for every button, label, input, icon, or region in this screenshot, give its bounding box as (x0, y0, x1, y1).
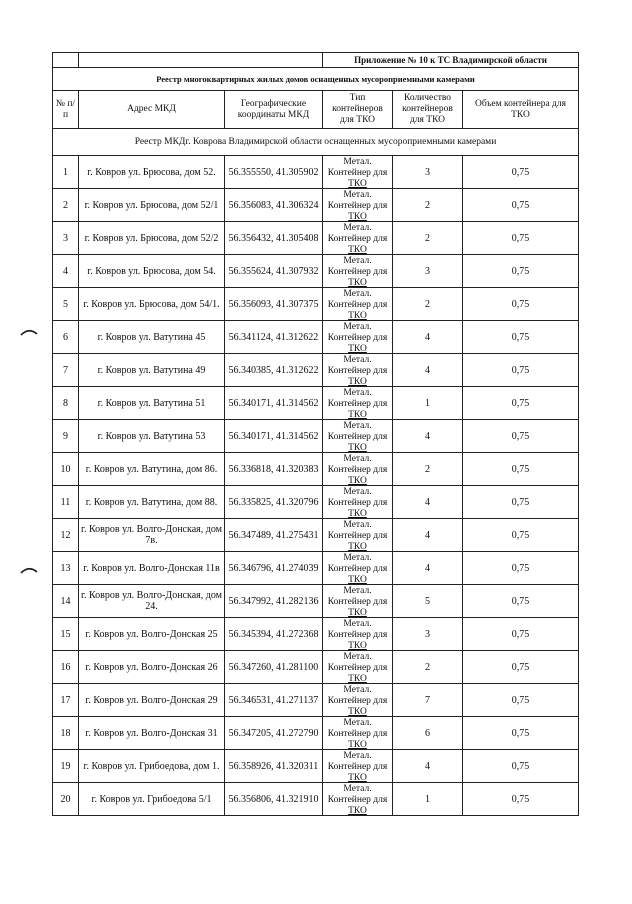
table-row (53, 585, 579, 618)
container-type-line1: Метал. (343, 256, 372, 266)
row-count: 4 (393, 750, 463, 783)
container-type-line3: ТКО (348, 377, 367, 386)
appendix-row (53, 53, 579, 68)
row-address: г. Ковров ул. Грибоедова 5/1 (79, 783, 225, 816)
row-address: г. Ковров ул. Волго-Донская 29 (79, 684, 225, 717)
registry-title: Реестр многоквартирных жилых домов оснащенных мусороприемными камерами (53, 68, 579, 91)
table-row (53, 354, 579, 387)
row-container-type (323, 387, 393, 420)
table-row (53, 189, 579, 222)
row-coords: 56.336818, 41.320383 (225, 453, 323, 486)
container-type-line3: ТКО (348, 245, 367, 254)
container-type-line3: ТКО (348, 509, 367, 518)
row-number: 6 (53, 321, 79, 354)
row-number: 18 (53, 717, 79, 750)
row-number: 12 (53, 519, 79, 552)
row-count: 4 (393, 321, 463, 354)
container-type-line3: ТКО (348, 641, 367, 650)
row-count: 4 (393, 552, 463, 585)
container-type-line2: Контейнер для (327, 795, 388, 805)
row-container-type (323, 519, 393, 552)
row-volume: 0,75 (463, 387, 579, 420)
row-container-type (323, 156, 393, 189)
row-coords: 56.358926, 41.320311 (225, 750, 323, 783)
row-count: 4 (393, 420, 463, 453)
row-count: 4 (393, 519, 463, 552)
container-type-line2: Контейнер для (327, 465, 388, 475)
row-number: 20 (53, 783, 79, 816)
registry-table (52, 52, 579, 816)
row-address: г. Ковров ул. Ватутина, дом 86. (79, 453, 225, 486)
row-coords: 56.340171, 41.314562 (225, 387, 323, 420)
row-volume: 0,75 (463, 255, 579, 288)
row-address: г. Ковров ул. Брюсова, дом 52/2 (79, 222, 225, 255)
row-address: г. Ковров ул. Волго-Донская 26 (79, 651, 225, 684)
row-coords: 56.341124, 41.312622 (225, 321, 323, 354)
row-container-type (323, 717, 393, 750)
header-count: Количество контейнеров для ТКО (393, 91, 463, 129)
container-type-line2: Контейнер для (327, 168, 388, 178)
row-container-type (323, 618, 393, 651)
container-type-line3: ТКО (348, 443, 367, 452)
container-type-line2: Контейнер для (327, 729, 388, 739)
table-row (53, 156, 579, 189)
row-number: 3 (53, 222, 79, 255)
row-volume: 0,75 (463, 651, 579, 684)
table-row (53, 750, 579, 783)
row-volume: 0,75 (463, 420, 579, 453)
row-volume: 0,75 (463, 585, 579, 618)
row-address: г. Ковров ул. Ватутина 49 (79, 354, 225, 387)
container-type-line2: Контейнер для (327, 630, 388, 640)
row-coords: 56.340385, 41.312622 (225, 354, 323, 387)
table-row (53, 420, 579, 453)
row-number: 4 (53, 255, 79, 288)
appendix-label: Приложение № 10 к ТС Владимирской области (323, 53, 579, 68)
row-number: 5 (53, 288, 79, 321)
row-coords: 56.346531, 41.271137 (225, 684, 323, 717)
header-row (53, 91, 579, 129)
header-address: Адрес МКД (79, 91, 225, 129)
row-volume: 0,75 (463, 453, 579, 486)
row-count: 1 (393, 387, 463, 420)
header-type: Тип контейнеров для ТКО (323, 91, 393, 129)
container-type-line1: Метал. (343, 454, 372, 464)
row-count: 2 (393, 189, 463, 222)
row-address: г. Ковров ул. Ватутина 51 (79, 387, 225, 420)
header-volume: Объем контейнера для ТКО (463, 91, 579, 129)
row-coords: 56.347260, 41.281100 (225, 651, 323, 684)
row-address: г. Ковров ул. Брюсова, дом 54/1. (79, 288, 225, 321)
row-count: 2 (393, 453, 463, 486)
row-volume: 0,75 (463, 717, 579, 750)
row-volume: 0,75 (463, 519, 579, 552)
row-container-type (323, 585, 393, 618)
table-row (53, 255, 579, 288)
container-type-line2: Контейнер для (327, 498, 388, 508)
table-row (53, 684, 579, 717)
row-number: 16 (53, 651, 79, 684)
row-address: г. Ковров ул. Ватутина, дом 88. (79, 486, 225, 519)
table-row (53, 387, 579, 420)
row-container-type (323, 222, 393, 255)
row-container-type (323, 255, 393, 288)
row-count: 7 (393, 684, 463, 717)
row-count: 6 (393, 717, 463, 750)
container-type-line2: Контейнер для (327, 531, 388, 541)
row-coords: 56.347489, 41.275431 (225, 519, 323, 552)
row-container-type (323, 453, 393, 486)
row-number: 19 (53, 750, 79, 783)
row-count: 3 (393, 618, 463, 651)
blank-cell (53, 53, 79, 68)
container-type-line1: Метал. (343, 421, 372, 431)
row-volume: 0,75 (463, 354, 579, 387)
container-type-line1: Метал. (343, 718, 372, 728)
container-type-line2: Контейнер для (327, 366, 388, 376)
header-num: № п/п (53, 91, 79, 129)
row-container-type (323, 750, 393, 783)
title-row (53, 68, 579, 91)
row-count: 2 (393, 288, 463, 321)
row-address: г. Ковров ул. Волго-Донская, дом 24. (79, 585, 225, 618)
row-volume: 0,75 (463, 684, 579, 717)
row-coords: 56.356083, 41.306324 (225, 189, 323, 222)
row-count: 4 (393, 486, 463, 519)
row-volume: 0,75 (463, 486, 579, 519)
row-address: г. Ковров ул. Волго-Донская, дом 7в. (79, 519, 225, 552)
table-row (53, 618, 579, 651)
row-number: 14 (53, 585, 79, 618)
container-type-line3: ТКО (348, 740, 367, 749)
row-count: 4 (393, 354, 463, 387)
row-volume: 0,75 (463, 189, 579, 222)
container-type-line2: Контейнер для (327, 300, 388, 310)
row-container-type (323, 486, 393, 519)
row-coords: 56.345394, 41.272368 (225, 618, 323, 651)
container-type-line1: Метал. (343, 388, 372, 398)
container-type-line2: Контейнер для (327, 399, 388, 409)
container-type-line2: Контейнер для (327, 762, 388, 772)
table-row (53, 222, 579, 255)
container-type-line1: Метал. (343, 586, 372, 596)
table-row (53, 651, 579, 684)
row-count: 3 (393, 156, 463, 189)
row-address: г. Ковров ул. Волго-Донская 25 (79, 618, 225, 651)
container-type-line1: Метал. (343, 619, 372, 629)
row-number: 15 (53, 618, 79, 651)
row-volume: 0,75 (463, 288, 579, 321)
container-type-line1: Метал. (343, 652, 372, 662)
container-type-line2: Контейнер для (327, 333, 388, 343)
container-type-line2: Контейнер для (327, 201, 388, 211)
row-address: г. Ковров ул. Ватутина 45 (79, 321, 225, 354)
container-type-line3: ТКО (348, 773, 367, 782)
row-volume: 0,75 (463, 750, 579, 783)
row-number: 2 (53, 189, 79, 222)
row-count: 2 (393, 222, 463, 255)
table-row (53, 486, 579, 519)
container-type-line2: Контейнер для (327, 597, 388, 607)
row-address: г. Ковров ул. Брюсова, дом 54. (79, 255, 225, 288)
row-number: 11 (53, 486, 79, 519)
row-coords: 56.346796, 41.274039 (225, 552, 323, 585)
container-type-line3: ТКО (348, 806, 367, 815)
row-container-type (323, 189, 393, 222)
container-type-line3: ТКО (348, 674, 367, 683)
container-type-line2: Контейнер для (327, 432, 388, 442)
container-type-line1: Метал. (343, 520, 372, 530)
row-container-type (323, 552, 393, 585)
table-row (53, 321, 579, 354)
row-coords: 56.356432, 41.305408 (225, 222, 323, 255)
row-number: 17 (53, 684, 79, 717)
container-type-line3: ТКО (348, 278, 367, 287)
table-row (53, 288, 579, 321)
container-type-line3: ТКО (348, 608, 367, 617)
row-volume: 0,75 (463, 321, 579, 354)
row-coords: 56.356806, 41.321910 (225, 783, 323, 816)
container-type-line1: Метал. (343, 487, 372, 497)
container-type-line1: Метал. (343, 685, 372, 695)
container-type-line1: Метал. (343, 223, 372, 233)
row-container-type (323, 783, 393, 816)
table-row (53, 519, 579, 552)
row-volume: 0,75 (463, 552, 579, 585)
row-volume: 0,75 (463, 222, 579, 255)
container-type-line3: ТКО (348, 707, 367, 716)
table-row (53, 453, 579, 486)
container-type-line1: Метал. (343, 784, 372, 794)
table-row (53, 552, 579, 585)
container-type-line3: ТКО (348, 344, 367, 353)
row-number: 8 (53, 387, 79, 420)
row-number: 7 (53, 354, 79, 387)
row-coords: 56.340171, 41.314562 (225, 420, 323, 453)
margin-tick-mark (20, 566, 38, 574)
row-coords: 56.355624, 41.307932 (225, 255, 323, 288)
container-type-line3: ТКО (348, 179, 367, 188)
margin-tick-mark (20, 328, 38, 336)
row-volume: 0,75 (463, 156, 579, 189)
container-type-line3: ТКО (348, 476, 367, 485)
table-row (53, 717, 579, 750)
row-container-type (323, 420, 393, 453)
row-volume: 0,75 (463, 618, 579, 651)
row-number: 10 (53, 453, 79, 486)
subtitle-row (53, 129, 579, 156)
row-address: г. Ковров ул. Волго-Донская 31 (79, 717, 225, 750)
row-coords: 56.335825, 41.320796 (225, 486, 323, 519)
row-coords: 56.347205, 41.272790 (225, 717, 323, 750)
row-address: г. Ковров ул. Грибоедова, дом 1. (79, 750, 225, 783)
row-count: 1 (393, 783, 463, 816)
row-address: г. Ковров ул. Волго-Донская 11в (79, 552, 225, 585)
container-type-line1: Метал. (343, 355, 372, 365)
container-type-line3: ТКО (348, 212, 367, 221)
row-number: 13 (53, 552, 79, 585)
container-type-line1: Метал. (343, 157, 372, 167)
row-address: г. Ковров ул. Брюсова, дом 52/1 (79, 189, 225, 222)
row-count: 3 (393, 255, 463, 288)
row-address: г. Ковров ул. Брюсова, дом 52. (79, 156, 225, 189)
row-container-type (323, 321, 393, 354)
container-type-line2: Контейнер для (327, 564, 388, 574)
row-volume: 0,75 (463, 783, 579, 816)
row-coords: 56.355550, 41.305902 (225, 156, 323, 189)
container-type-line3: ТКО (348, 542, 367, 551)
row-coords: 56.356093, 41.307375 (225, 288, 323, 321)
container-type-line1: Метал. (343, 553, 372, 563)
row-coords: 56.347992, 41.282136 (225, 585, 323, 618)
header-coords: Географические координаты МКД (225, 91, 323, 129)
row-container-type (323, 651, 393, 684)
blank-cell (79, 53, 323, 68)
row-address: г. Ковров ул. Ватутина 53 (79, 420, 225, 453)
row-container-type (323, 288, 393, 321)
container-type-line2: Контейнер для (327, 267, 388, 277)
container-type-line3: ТКО (348, 410, 367, 419)
row-number: 9 (53, 420, 79, 453)
container-type-line2: Контейнер для (327, 696, 388, 706)
row-container-type (323, 684, 393, 717)
container-type-line2: Контейнер для (327, 663, 388, 673)
row-container-type (323, 354, 393, 387)
row-count: 5 (393, 585, 463, 618)
container-type-line1: Метал. (343, 751, 372, 761)
container-type-line3: ТКО (348, 575, 367, 584)
container-type-line3: ТКО (348, 311, 367, 320)
row-count: 2 (393, 651, 463, 684)
registry-subtitle: Реестр МКДг. Коврова Владимирской области оснащенных мусороприемными камерами (53, 129, 579, 156)
container-type-line1: Метал. (343, 322, 372, 332)
table-row (53, 783, 579, 816)
row-number: 1 (53, 156, 79, 189)
container-type-line1: Метал. (343, 190, 372, 200)
container-type-line2: Контейнер для (327, 234, 388, 244)
container-type-line1: Метал. (343, 289, 372, 299)
